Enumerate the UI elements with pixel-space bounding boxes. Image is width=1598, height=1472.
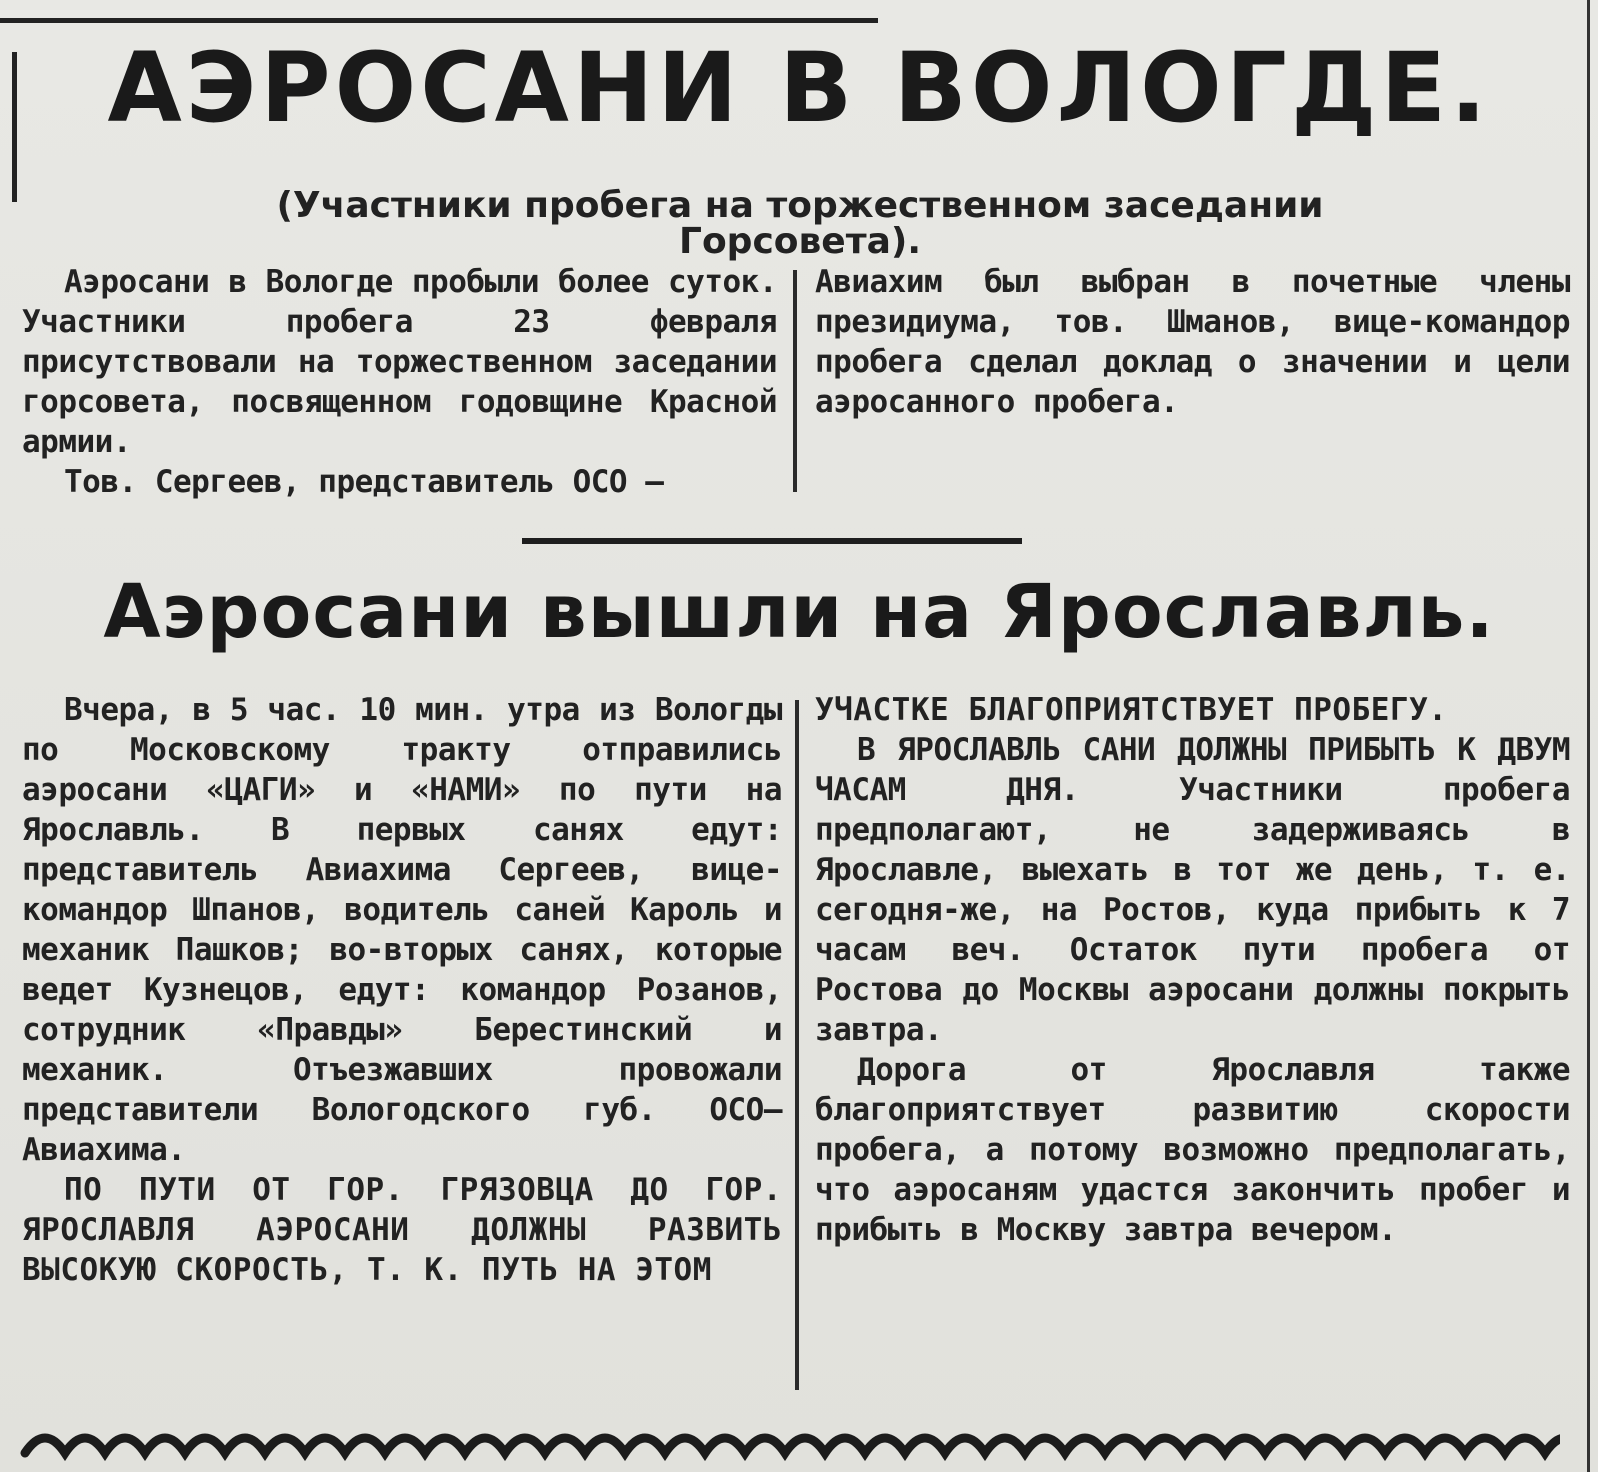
article1-subheadline: (Участники пробега на торжественном заседании Горсовета). [276, 185, 1324, 262]
right-edge-line [1587, 0, 1590, 1472]
article1-left-column [22, 262, 777, 502]
article2-right-paragraph: Дорога от Ярославля также благоприятствует развитию скорости пробега, а потому возможно предполагать, что аэросаням удастся закончить пробег и прибыть в Москву завтра вечером. [815, 1052, 1570, 1248]
article2-left-paragraph-caps: ПО ПУТИ ОТ ГОР. ГРЯЗОВЦА ДО ГОР. ЯРОСЛАВЛЯ АЭРОСАНИ ДОЛЖНЫ РАЗВИТЬ ВЫСОКУЮ СКОРОСТЬ, Т. К. ПУТЬ НА ЭТОМ [22, 1172, 782, 1288]
column-divider [795, 700, 799, 1390]
article2-headline: Аэросани вышли на Ярославль. [103, 569, 1495, 655]
article2-left-paragraph: Вчера, в 5 час. 10 мин. утра из Вологды по Московскому тракту отправились аэросани «ЦАГИ» и «НАМИ» по пути на Ярославль. В первых санях едут: представитель Авиахима Сергеев, вице-командор Шпанов, водитель саней Кароль и механик Пашков; во-вторых санях, которые ведет Кузнецов, едут: командор Розанов, сотрудник «Правды» Берестинский и механик. Отъезжавших провожали представители Вологодского губ. ОСО—Авиахима. [22, 692, 782, 1168]
article2-left-column [22, 690, 782, 1290]
article2-right-paragraph-caps: УЧАСТКЕ БЛАГОПРИЯТСТВУЕТ ПРОБЕГУ. [815, 692, 1448, 728]
article1-headline: АЭРОСАНИ В ВОЛОГДЕ. [107, 32, 1491, 144]
article1-right-paragraph: Авиахим был выбран в почетные члены президиума, тов. Шманов, вице-командор пробега сделал доклад о значении и цели аэросанного пробега. [815, 264, 1570, 420]
column-divider [793, 270, 797, 492]
article1-right-column [815, 262, 1570, 422]
article2-right-paragraph: В ЯРОСЛАВЛЬ САНИ ДОЛЖНЫ ПРИБЫТЬ К ДВУМ ЧАСАМ ДНЯ. Участники пробега предполагают, не задерживаясь в Ярославле, выехать в тот же день, т. е. сегодня-же, на Ростов, куда прибыть к 7 часам веч. Остаток пути пробега от Ростова до Москвы аэросани должны покрыть завтра. [815, 732, 1570, 1048]
article1-left-paragraph: Тов. Сергеев, представитель ОСО — [64, 464, 664, 500]
wavy-ornament-rule [20, 1418, 1560, 1468]
article1-left-paragraph: Аэросани в Вологде пробыли более суток. Участники пробега 23 февраля присутствовали на торжественном заседании горсовета, посвященном годовщине Красной армии. [22, 264, 777, 460]
article2-right-column [815, 690, 1570, 1250]
top-rule [0, 18, 878, 23]
section-rule [522, 538, 1022, 544]
